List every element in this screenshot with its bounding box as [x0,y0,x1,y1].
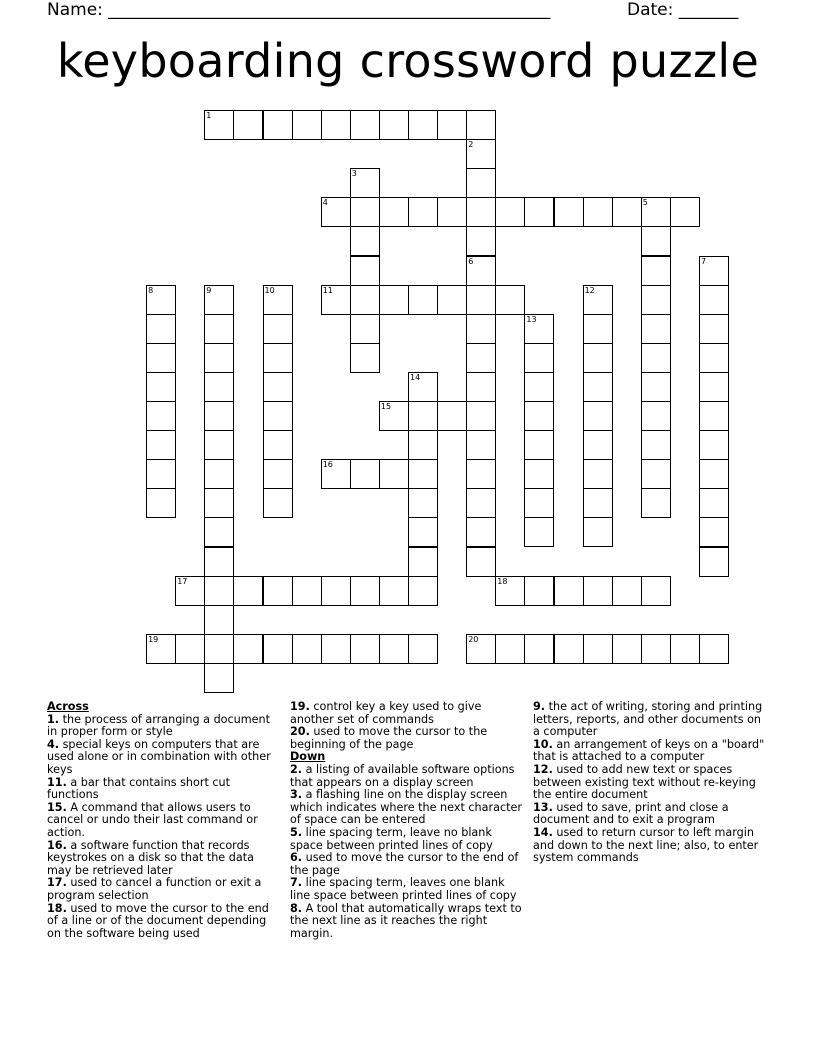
grid-cell[interactable] [583,401,613,431]
grid-cell[interactable] [524,314,554,344]
grid-cell[interactable] [641,401,671,431]
clue-number-label: 13. [533,800,553,814]
grid-cell[interactable] [554,197,584,227]
grid-cell[interactable] [524,197,554,227]
clue-number-label: 10. [533,737,553,751]
grid-cell[interactable] [204,401,234,431]
clue-number-label: 11. [47,775,67,789]
grid-cell[interactable] [408,197,438,227]
clue-number-label: 9. [533,700,546,713]
grid-cell[interactable] [146,285,176,315]
grid-cell[interactable] [408,110,438,140]
grid-cell[interactable] [146,459,176,489]
clue-item [47,777,279,802]
clue-item [290,852,522,877]
grid-cell[interactable] [524,430,554,460]
grid-cell[interactable] [583,343,613,373]
grid-cell[interactable] [524,517,554,547]
clue-item [290,701,522,726]
clue-number-label: 8. [290,901,303,915]
grid-cell[interactable] [699,459,729,489]
grid-cell[interactable] [204,343,234,373]
grid-cell[interactable] [263,372,293,402]
clue-item [290,764,522,789]
clue-number: 7 [701,256,707,266]
clue-number: 10 [264,285,275,295]
grid-cell[interactable] [466,488,496,518]
grid-cell[interactable] [263,285,293,315]
clue-item [533,739,771,764]
grid-cell[interactable] [204,314,234,344]
grid-cell[interactable] [350,634,380,664]
grid-cell[interactable] [466,314,496,344]
grid-cell[interactable] [554,576,584,606]
grid-cell[interactable] [204,285,234,315]
grid-cell[interactable] [641,488,671,518]
date-field-label: Date: _______ [627,0,739,20]
grid-cell[interactable] [466,517,496,547]
grid-cell[interactable] [699,343,729,373]
grid-cell[interactable] [146,430,176,460]
grid-cell[interactable] [466,285,496,315]
grid-cell[interactable] [641,634,671,664]
clues-column-3 [533,701,771,865]
grid-cell[interactable] [583,285,613,315]
grid-cell[interactable] [146,488,176,518]
clue-text: used to move the cursor to the end of the page [290,851,519,877]
grid-cell[interactable] [263,314,293,344]
grid-cell[interactable] [321,197,351,227]
grid-cell[interactable] [612,634,642,664]
clue-text: an arrangement of keys on a "board" that is attached to a computer [533,737,765,764]
grid-cell[interactable] [350,343,380,373]
grid-cell[interactable] [524,576,554,606]
grid-cell[interactable] [204,576,234,606]
grid-cell[interactable] [175,634,205,664]
grid-cell[interactable] [699,285,729,315]
grid-cell[interactable] [466,197,496,227]
clue-number-label: 20. [290,725,310,739]
grid-cell[interactable] [350,110,380,140]
grid-cell[interactable] [583,430,613,460]
grid-cell[interactable] [350,285,380,315]
grid-cell[interactable] [583,576,613,606]
clue-item [290,726,522,751]
grid-cell[interactable] [554,634,584,664]
clue-item [290,827,522,852]
clue-text: used to cancel a function or exit a program selection [47,876,262,902]
clue-number: 2 [468,140,474,150]
grid-cell[interactable] [466,139,496,169]
grid-cell[interactable] [263,401,293,431]
clue-item [533,701,771,739]
clue-text: the act of writing, storing and printing letters, reports, and other documents on a computer [533,700,763,739]
grid-cell[interactable] [641,372,671,402]
clue-number-label: 17. [47,876,67,890]
clue-text: used to add new text or spaces between existing text without re-keying the entire document [533,762,756,802]
grid-cell[interactable] [408,372,438,402]
clue-number: 1 [206,111,212,120]
grid-cell[interactable] [379,576,409,606]
clue-text: special keys on computers that are used alone or in combination with other keys [47,737,271,776]
clue-number-label: 19. [290,700,310,713]
clue-section-heading: Across [47,700,89,713]
grid-cell[interactable] [495,576,525,606]
clues-column-2 [290,701,522,940]
grid-cell[interactable] [699,401,729,431]
grid-cell[interactable] [408,634,438,664]
grid-cell[interactable] [263,343,293,373]
grid-cell[interactable] [321,634,351,664]
grid-cell[interactable] [263,459,293,489]
grid-cell[interactable] [408,459,438,489]
grid-cell[interactable] [408,430,438,460]
grid-cell[interactable] [292,634,322,664]
grid-cell[interactable] [583,372,613,402]
grid-cell[interactable] [583,488,613,518]
grid-cell[interactable] [524,401,554,431]
clue-item [47,802,279,840]
clue-number: 3 [351,169,357,179]
grid-cell[interactable] [263,430,293,460]
grid-cell[interactable] [350,459,380,489]
clue-number-label: 4. [47,737,60,751]
grid-cell[interactable] [466,459,496,489]
grid-cell[interactable] [524,372,554,402]
grid-cell[interactable] [204,430,234,460]
clue-item [47,739,279,777]
grid-cell[interactable] [292,576,322,606]
clue-number: 15 [380,402,392,411]
grid-cell[interactable] [641,576,671,606]
name-field-label: Name: ____________________________________________________ [47,0,551,20]
clue-item [47,714,279,739]
grid-cell[interactable] [495,634,525,664]
clue-number: 17 [177,576,188,586]
grid-cell[interactable] [233,634,263,664]
grid-cell[interactable] [699,547,729,577]
grid-cell[interactable] [641,285,671,315]
grid-cell[interactable] [233,576,263,606]
grid-cell[interactable] [233,110,263,140]
grid-cell[interactable] [379,285,409,315]
grid-cell[interactable] [263,488,293,518]
clue-section-heading: Down [290,750,326,764]
clue-item [533,764,771,802]
clue-number-label: 14. [533,825,553,839]
grid-cell[interactable] [350,256,380,286]
grid-cell[interactable] [670,197,700,227]
grid-cell[interactable] [699,517,729,547]
grid-cell[interactable] [204,663,234,693]
grid-cell[interactable] [699,372,729,402]
clue-text: used to return cursor to left margin and down to the next line; also, to enter system commands [533,825,759,865]
clue-item [533,802,771,827]
clue-number-label: 2. [290,762,303,776]
grid-cell[interactable] [146,372,176,402]
grid-cell[interactable] [699,488,729,518]
clue-text: used to move the cursor to the beginning of the page [290,725,488,751]
grid-cell[interactable] [350,197,380,227]
grid-cell[interactable] [204,605,234,635]
grid-cell[interactable] [583,459,613,489]
grid-cell[interactable] [263,634,293,664]
grid-cell[interactable] [408,488,438,518]
clue-number: 11 [322,285,333,295]
grid-cell[interactable] [466,226,496,256]
clue-text: the process of arranging a document in proper form or style [47,712,271,739]
grid-cell[interactable] [437,110,467,140]
clue-item [290,789,522,827]
grid-cell[interactable] [408,285,438,315]
clue-number: 13 [526,314,537,324]
grid-cell[interactable] [524,488,554,518]
grid-cell[interactable] [350,168,380,198]
clue-text: A tool that automatically wraps text to the next line as it reaches the right margin. [290,901,522,940]
clue-text: used to move the cursor to the end of a line or of the document depending on the software being used [47,901,269,940]
grid-cell[interactable] [612,197,642,227]
grid-cell[interactable] [466,110,496,140]
clue-number: 4 [322,198,328,208]
grid-cell[interactable] [524,459,554,489]
clue-number-label: 12. [533,762,553,776]
grid-cell[interactable] [699,256,729,286]
grid-cell[interactable] [524,634,554,664]
clue-number: 12 [584,285,595,295]
clue-number-label: 6. [290,851,303,865]
clue-number-label: 18. [47,901,67,915]
clue-text: line spacing term, leave no blank space between printed lines of copy [290,825,493,852]
grid-cell[interactable] [612,576,642,606]
grid-cell[interactable] [204,517,234,547]
clue-text: A command that allows users to cancel or undo their last command or action. [47,800,258,839]
grid-cell[interactable] [321,285,351,315]
grid-cell[interactable] [670,634,700,664]
grid-cell[interactable] [437,285,467,315]
clue-text: a flashing line on the display screen which indicates where the next character of space can be entered [290,788,522,827]
grid-cell[interactable] [146,401,176,431]
grid-cell[interactable] [204,372,234,402]
grid-cell[interactable] [466,256,496,286]
grid-cell[interactable] [292,110,322,140]
grid-cell[interactable] [583,314,613,344]
clues-column-1 [47,701,279,940]
clue-number-label: 15. [47,800,67,814]
grid-cell[interactable] [583,197,613,227]
grid-cell[interactable] [204,547,234,577]
clue-number: 6 [468,256,474,266]
grid-cell[interactable] [146,343,176,373]
clue-number-label: 7. [290,876,303,890]
clue-item [533,827,771,865]
grid-cell[interactable] [495,197,525,227]
grid-cell[interactable] [524,343,554,373]
clue-text: used to save, print and close a document and to exit a program [533,800,729,827]
grid-cell[interactable] [350,314,380,344]
grid-cell[interactable] [437,197,467,227]
grid-cell[interactable] [641,343,671,373]
grid-cell[interactable] [204,488,234,518]
grid-cell[interactable] [641,314,671,344]
clue-item [47,877,279,902]
clue-item [290,903,522,941]
clue-number-label: 16. [47,838,67,852]
grid-cell[interactable] [204,634,234,664]
clue-number-label: 1. [47,712,60,726]
grid-cell[interactable] [466,634,496,664]
grid-cell[interactable] [641,430,671,460]
clue-number: 9 [206,285,212,295]
grid-cell[interactable] [466,547,496,577]
grid-cell[interactable] [699,314,729,344]
clue-text: a listing of available software options that appears on a display screen [290,762,515,789]
grid-cell[interactable] [350,226,380,256]
grid-cell[interactable] [466,372,496,402]
page-title: keyboarding crossword puzzle [56,34,760,88]
grid-cell[interactable] [204,110,234,140]
grid-cell[interactable] [379,459,409,489]
clue-text: a software function that records keystrokes on a disk so that the data may be retrieved later [47,838,254,877]
grid-cell[interactable] [146,314,176,344]
grid-cell[interactable] [379,197,409,227]
grid-cell[interactable] [408,517,438,547]
grid-cell[interactable] [583,634,613,664]
grid-cell[interactable] [350,576,380,606]
grid-cell[interactable] [408,576,438,606]
grid-cell[interactable] [641,256,671,286]
grid-cell[interactable] [408,547,438,577]
clue-item [47,903,279,941]
grid-cell[interactable] [263,576,293,606]
grid-cell[interactable] [699,634,729,664]
grid-cell[interactable] [379,401,409,431]
grid-cell[interactable] [495,285,525,315]
grid-cell[interactable] [466,168,496,198]
clue-text: control key a key used to give another set of commands [290,700,482,726]
clue-number: 19 [148,634,159,644]
grid-cell[interactable] [263,110,293,140]
grid-cell[interactable] [641,226,671,256]
grid-cell[interactable] [641,197,671,227]
grid-cell[interactable] [321,459,351,489]
clue-number: 16 [322,460,333,470]
grid-cell[interactable] [379,110,409,140]
grid-cell[interactable] [175,576,205,606]
clue-number: 5 [642,198,648,208]
grid-cell[interactable] [379,634,409,664]
clue-text: line spacing term, leaves one blank line space between printed lines of copy [290,876,517,902]
grid-cell[interactable] [146,634,176,664]
clue-item [47,840,279,878]
grid-cell[interactable] [321,576,351,606]
clue-item [290,877,522,902]
grid-cell[interactable] [466,401,496,431]
grid-cell[interactable] [699,430,729,460]
grid-cell[interactable] [583,517,613,547]
grid-cell[interactable] [204,459,234,489]
clue-number-label: 5. [290,825,303,839]
clue-text: a bar that contains short cut functions [47,775,231,802]
clue-number: 20 [468,634,479,644]
grid-cell[interactable] [466,343,496,373]
grid-cell[interactable] [466,430,496,460]
grid-cell[interactable] [437,401,467,431]
clue-number: 18 [497,576,508,586]
clue-number: 8 [148,285,154,295]
grid-cell[interactable] [641,459,671,489]
grid-cell[interactable] [321,110,351,140]
grid-cell[interactable] [408,401,438,431]
clue-number: 14 [410,372,421,382]
clue-number-label: 3. [290,788,303,802]
